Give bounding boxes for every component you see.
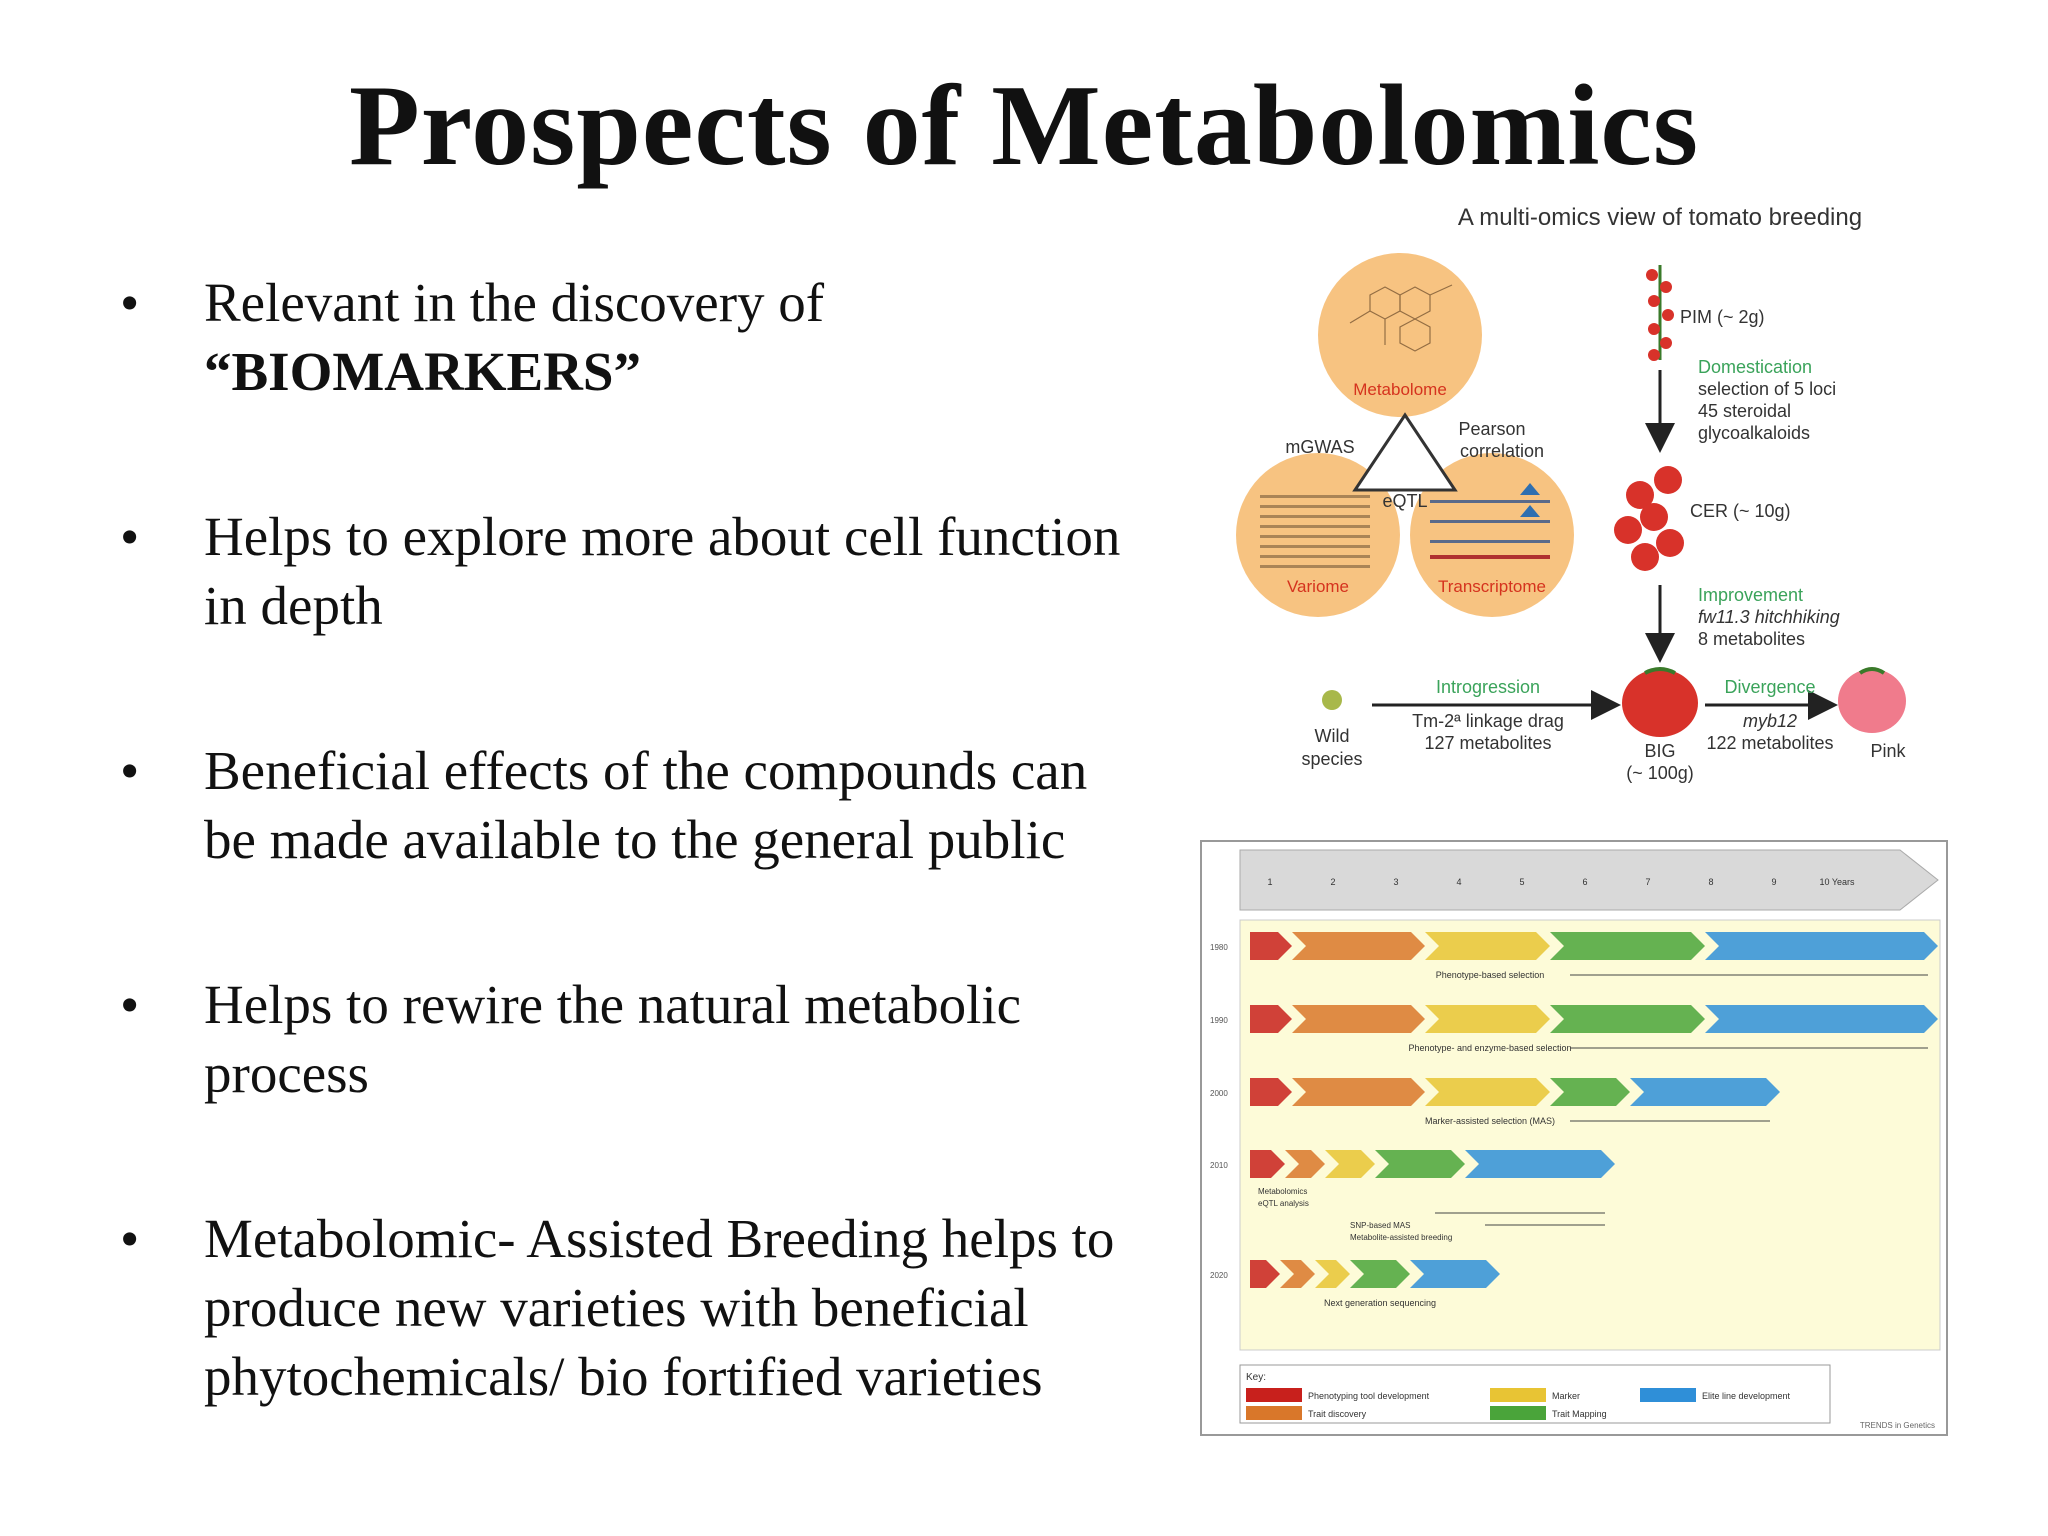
domestication-line2: 45 steroidal	[1698, 401, 1792, 421]
biomarkers-emphasis: “BIOMARKERS”	[204, 341, 641, 402]
eqtl-label: eQTL	[1382, 491, 1428, 511]
key-swatch-elite-line	[1640, 1388, 1696, 1402]
introgression-line1: Tm-2ª linkage drag	[1412, 711, 1564, 731]
row-year: 1990	[1210, 1016, 1228, 1025]
key-swatch-trait-discovery	[1246, 1406, 1302, 1420]
bullet-text-line: produce new varieties with beneficial	[204, 1277, 1029, 1338]
bullet-dot: •	[120, 272, 140, 333]
breeding-timeline-figure	[1200, 840, 1948, 1436]
divergence-line1: myb12	[1742, 711, 1798, 731]
pink-tomato-icon	[1838, 669, 1906, 733]
bullet-biomarkers	[120, 268, 1180, 406]
year-tick: 10 Years	[1819, 877, 1855, 887]
row-caption: Next generation sequencing	[1323, 1298, 1437, 1308]
stage-arrow	[1550, 932, 1705, 960]
divergence-line2: 122 metabolites	[1706, 733, 1834, 753]
stage-arrow	[1465, 1150, 1615, 1178]
domestication-line3: glycoalkaloids	[1698, 423, 1811, 443]
timeline-panel	[1240, 920, 1940, 1350]
bullet-text-line: Metabolomic- Assisted Breeding helps to	[204, 1208, 1115, 1269]
introgression-label: Introgression	[1435, 677, 1541, 697]
key-title: Key:	[1246, 1372, 1267, 1383]
pim-label: PIM (~ 2g)	[1680, 307, 1765, 327]
improvement-label: Improvement	[1698, 585, 1804, 605]
year-tick: 6	[1582, 877, 1588, 887]
cer-tomato-icon	[1614, 466, 1684, 571]
key-trait-mapping: Trait Mapping	[1552, 1409, 1607, 1419]
year-tick: 5	[1519, 877, 1525, 887]
year-tick: 4	[1456, 877, 1462, 887]
improvement-line2: 8 metabolites	[1698, 629, 1806, 649]
row-year: 2010	[1210, 1161, 1228, 1170]
bullet-cell-function	[120, 502, 1180, 640]
row-caption: eQTL analysis	[1258, 1199, 1309, 1208]
metabolome-label: Metabolome	[1353, 380, 1447, 399]
stage-arrow	[1705, 932, 1938, 960]
domestication-line1: selection of 5 loci	[1698, 379, 1837, 399]
key-elite-line: Elite line development	[1702, 1391, 1791, 1401]
pearson-label: Pearson	[1458, 419, 1526, 439]
relationship-triangle	[1355, 415, 1455, 490]
key-marker: Marker	[1552, 1391, 1581, 1401]
wild-species-icon	[1322, 690, 1342, 710]
year-tick: 1	[1267, 877, 1273, 887]
variome-label: Variome	[1286, 577, 1350, 596]
row-caption: Marker-assisted selection (MAS)	[1424, 1116, 1556, 1126]
key-trait-discovery: Trait discovery	[1308, 1409, 1367, 1419]
bullet-rewire	[120, 970, 1180, 1108]
figure-credit: TRENDS in Genetics	[1859, 1421, 1935, 1430]
bullet-text-line: Helps to rewire the natural metabolic	[204, 974, 1022, 1035]
year-tick: 2	[1330, 877, 1336, 887]
big-weight-label: (~ 100g)	[1626, 763, 1694, 783]
key-phenotyping: Phenotyping tool development	[1308, 1391, 1430, 1401]
year-tick: 8	[1708, 877, 1714, 887]
bullet-dot: •	[120, 974, 140, 1035]
row-year: 2000	[1210, 1089, 1228, 1098]
species-label: species	[1301, 749, 1363, 769]
row-year: 2020	[1210, 1271, 1228, 1280]
stage-arrow	[1292, 932, 1425, 960]
divergence-label: Divergence	[1724, 677, 1816, 697]
big-label: BIG	[1644, 741, 1676, 761]
multi-omics-figure	[1220, 195, 1980, 795]
bullet-text-line: Beneficial effects of the compounds can	[204, 740, 1088, 801]
bullet-dot: •	[120, 506, 140, 567]
mgwas-label: mGWAS	[1285, 437, 1355, 457]
pink-label: Pink	[1870, 741, 1906, 761]
bullet-text-line: be made available to the general public	[204, 809, 1066, 870]
year-tick: 3	[1393, 877, 1399, 887]
correlation-label: correlation	[1459, 441, 1545, 461]
slide-title: Prospects of Metabolomics	[348, 62, 1700, 190]
transcriptome-label: Transcriptome	[1437, 577, 1547, 596]
stage-arrow	[1425, 1078, 1550, 1106]
row-caption: Phenotype-based selection	[1435, 970, 1545, 980]
cer-label: CER (~ 10g)	[1690, 501, 1791, 521]
bullet-text-line: Relevant in the discovery of	[204, 272, 825, 333]
stage-arrow	[1630, 1078, 1780, 1106]
row-caption: Phenotype- and enzyme-based selection	[1408, 1043, 1572, 1053]
pim-tomato-icon	[1646, 265, 1674, 361]
bullet-list	[120, 268, 1180, 1507]
bullet-text-line: process	[204, 1043, 369, 1104]
year-tick: 9	[1771, 877, 1777, 887]
introgression-line2: 127 metabolites	[1424, 733, 1552, 753]
bullet-beneficial-effects	[120, 736, 1180, 874]
stage-arrow	[1425, 932, 1550, 960]
row-year: 1980	[1210, 943, 1228, 952]
stage-arrow	[1550, 1005, 1705, 1033]
stage-arrow	[1705, 1005, 1938, 1033]
big-tomato-icon	[1622, 669, 1698, 737]
omics-heading: A multi-omics view of tomato breeding	[1457, 204, 1863, 231]
bullet-dot: •	[120, 1208, 140, 1269]
key-swatch-marker	[1490, 1388, 1546, 1402]
bullet-mab	[120, 1204, 1180, 1411]
bullet-dot: •	[120, 740, 140, 801]
domestication-label: Domestication	[1698, 357, 1813, 377]
row-caption: SNP-based MAS	[1350, 1221, 1411, 1230]
stage-arrow	[1425, 1005, 1550, 1033]
improvement-line1: fw11.3 hitchhiking	[1698, 607, 1840, 627]
bullet-text-line: phytochemicals/ bio fortified varieties	[204, 1346, 1043, 1407]
row-caption: Metabolomics	[1258, 1187, 1308, 1196]
bullet-text-line: in depth	[204, 575, 383, 636]
bullet-text-line: Helps to explore more about cell function	[204, 506, 1121, 567]
stage-arrow	[1292, 1005, 1425, 1033]
key-swatch-trait-mapping	[1490, 1406, 1546, 1420]
wild-label: Wild	[1314, 726, 1350, 746]
key-swatch-phenotyping	[1246, 1388, 1302, 1402]
row-caption: Metabolite-assisted breeding	[1350, 1233, 1453, 1242]
year-tick: 7	[1645, 877, 1651, 887]
stage-arrow	[1292, 1078, 1425, 1106]
